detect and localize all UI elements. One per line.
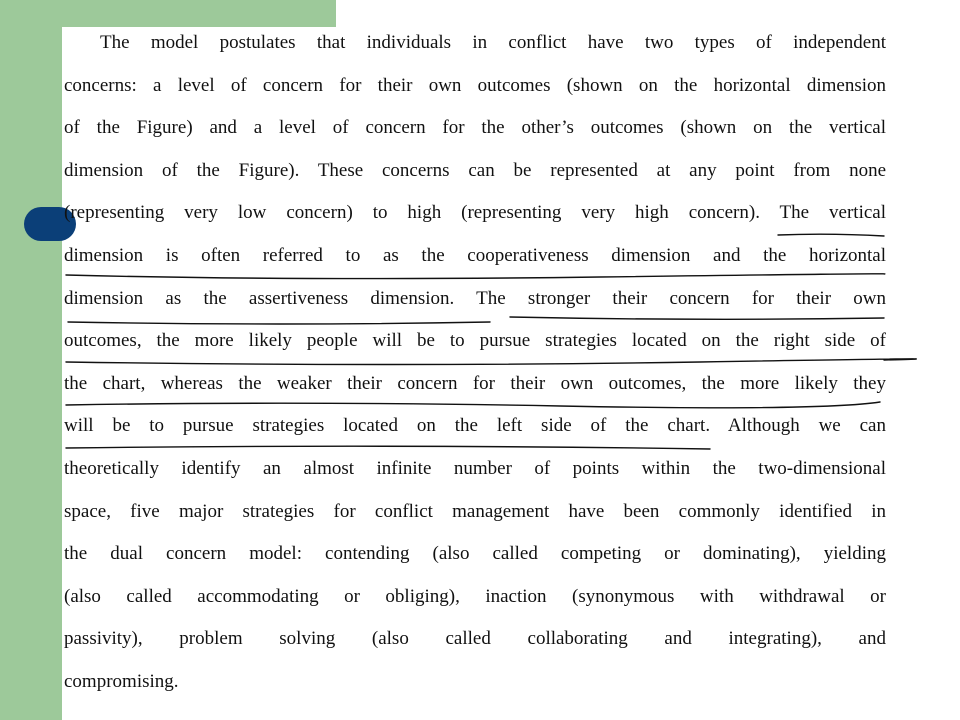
text-line: of the Figure) and a level of concern for the other’s outcomes (shown on the vertical xyxy=(64,117,886,139)
text-line: will be to pursue strategies located on the left side of the chart. Although we can xyxy=(64,415,886,437)
text-line: space, five major strategies for conflict management have been commonly identified in xyxy=(64,500,886,522)
text-line: the chart, whereas the weaker their concern for their own outcomes, the more likely they xyxy=(64,372,886,394)
text-line: (representing very low concern) to high (representing very high concern). The vertical xyxy=(64,202,886,224)
text-line: concerns: a level of concern for their own outcomes (shown on the horizontal dimension xyxy=(64,74,886,96)
paragraph xyxy=(64,30,886,712)
text-line: the dual concern model: contending (also called competing or dominating), yielding xyxy=(64,543,886,565)
text-line: theoretically identify an almost infinite number of points within the two-dimensional xyxy=(64,457,886,479)
text-line: outcomes, the more likely people will be to pursue strategies located on the right side of xyxy=(64,330,886,352)
text-line: dimension is often referred to as the cooperativeness dimension and the horizontal xyxy=(64,244,886,266)
text-line: compromising. xyxy=(64,670,179,692)
text-line: (also called accommodating or obliging), inaction (synonymous with withdrawal or xyxy=(64,585,886,607)
text-line: dimension of the Figure). These concerns can be represented at any point from none xyxy=(64,159,886,181)
top-green-band xyxy=(0,0,336,27)
text-line: passivity), problem solving (also called collaborating and integrating), and xyxy=(64,628,886,650)
text-line: The model postulates that individuals in conflict have two types of independent xyxy=(100,32,886,53)
text-line: dimension as the assertiveness dimension. The stronger their concern for their own xyxy=(64,287,886,309)
